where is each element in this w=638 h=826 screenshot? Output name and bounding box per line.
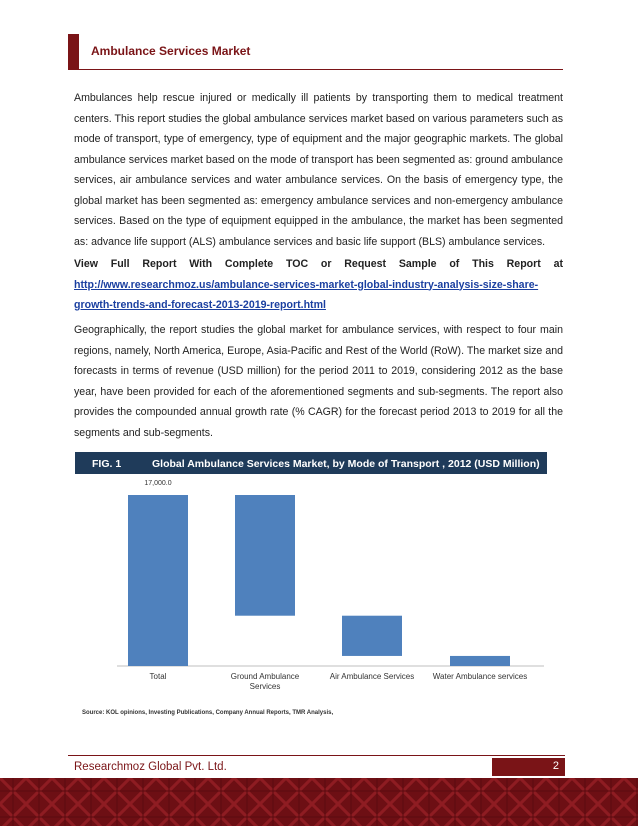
x-tick-label: Water Ambulance services — [432, 672, 528, 681]
x-tick-label: Services — [249, 682, 281, 691]
header-accent-bar — [68, 34, 79, 70]
bar-ground-ambulance-services — [235, 495, 295, 616]
x-tick-label: Total — [149, 672, 167, 681]
intro-paragraph: Ambulances help rescue injured or medically ill patients by transporting them to medical treatment centers. This report studies the global ambulance services market based on various parameters such as mode of transport, type of emergency, type of equipment and the major geographic markets. The global ambulance services market based on the mode of transport has been segmented as: ground ambulance services, air ambulance services and water ambulance services. On the basis of emergency type, the global market has been segmented as: emergency ambulance services and non-emergency ambulance services. Based on the type of equipment equipped in the ambulance, the market has been segmented as: advance life support (ALS) ambulance services and basic life support (BLS) ambulance services. — [74, 92, 563, 248]
figure-1 — [72, 446, 566, 718]
report-link-paragraph — [74, 254, 563, 316]
footer-rule — [68, 755, 565, 756]
x-tick-label: Ground Ambulance — [230, 672, 300, 681]
figure-label: FIG. 1 — [92, 458, 122, 470]
ambulance-market-chart — [72, 446, 566, 718]
page-number: 2 — [492, 758, 565, 776]
report-link-lead: View Full Report With Complete TOC or Request Sample of This Report at — [74, 258, 563, 270]
geography-paragraph: Geographically, the report studies the global market for ambulance services, with respect to four main regions, namely, North America, Europe, Asia-Pacific and Rest of the World (RoW). The market size and forecasts in terms of revenue (USD million) for the period 2011 to 2019, considering 2012 as the base year, have been provided for each of the aforementioned segments and sub-segments. The report also provides the compounded annual growth rate (% CAGR) for the forecast period 2013 to 2019 for all the segments and sub-segments. — [74, 324, 563, 439]
footer-company: Researchmoz Global Pvt. Ltd. — [74, 761, 227, 773]
header-rule — [79, 69, 563, 70]
data-label-total: 17,000.0 — [144, 480, 172, 487]
x-tick-label: Air Ambulance Services — [329, 672, 415, 681]
report-link[interactable]: http://www.researchmoz.us/ambulance-services-market-global-industry-analysis-size-share-growth-trends-and-forecast-2013-2019-report.html — [74, 278, 539, 311]
bar-air-ambulance-services — [342, 616, 402, 656]
bar-total — [128, 495, 188, 666]
bar-water-ambulance-services — [450, 656, 510, 666]
chart-source: Source: KOL opinions, Investing Publications, Company Annual Reports, TMR Analysis, — [82, 710, 334, 716]
chart-title: Global Ambulance Services Market, by Mode of Transport , 2012 (USD Million) — [152, 458, 540, 470]
decorative-footer-band — [0, 778, 638, 826]
page-header-title: Ambulance Services Market — [91, 44, 251, 58]
